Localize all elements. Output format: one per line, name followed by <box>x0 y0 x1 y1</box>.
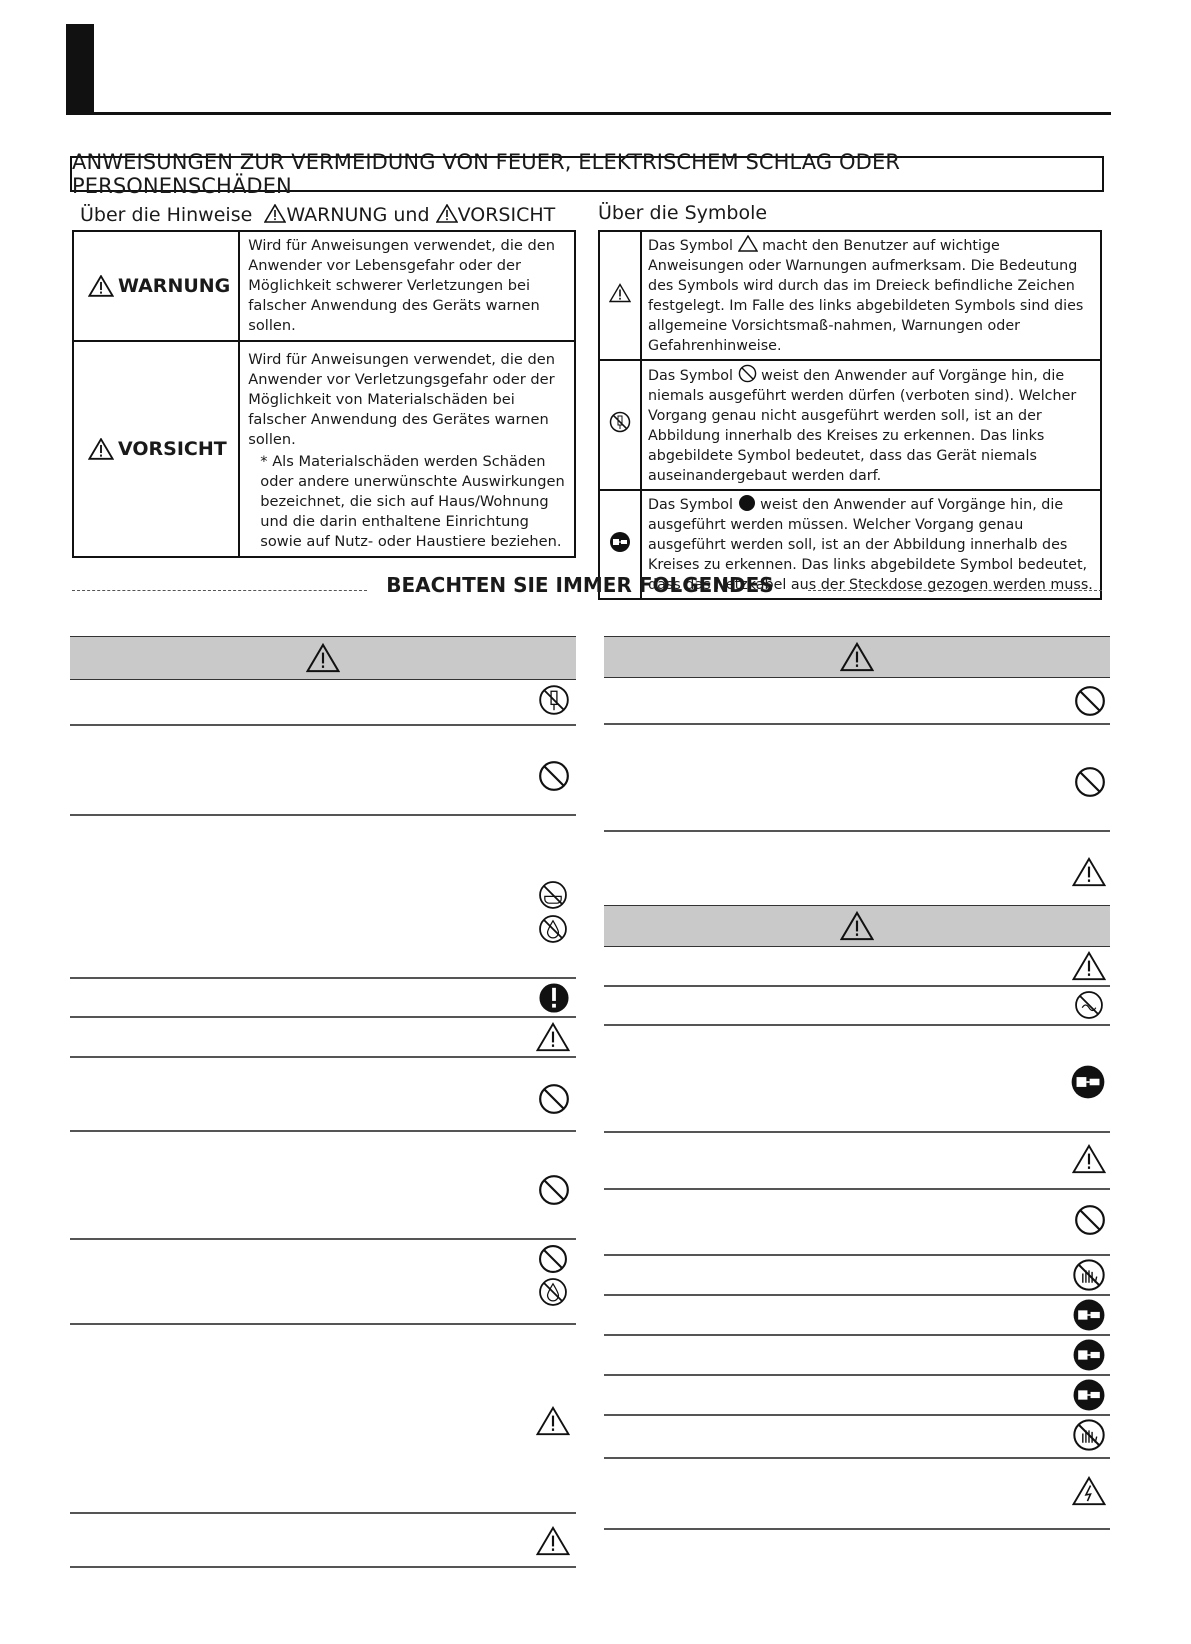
prohibited-icon <box>538 1244 568 1274</box>
no-wet-hands-icon <box>1072 1258 1106 1292</box>
prohibited-icon <box>538 1174 570 1206</box>
row-divider <box>604 723 1110 725</box>
mandatory-action-icon <box>538 982 570 1014</box>
unplug-icon <box>609 531 631 553</box>
warnung-label: WARNUNG <box>82 275 230 297</box>
unplug-icon <box>1072 1378 1106 1412</box>
prohibited-icon <box>1074 1204 1106 1236</box>
symbols-table <box>598 230 1102 600</box>
no-water-icon <box>538 1277 568 1307</box>
vorsicht-label: VORSICHT <box>82 438 230 460</box>
row-divider <box>70 1566 576 1568</box>
caution-icon <box>536 1526 570 1556</box>
no-disassembly-icon <box>609 411 631 433</box>
caution-icon <box>1072 1144 1106 1174</box>
main-title: ANWEISUNGEN ZUR VERMEIDUNG VON FEUER, ELEKTRISCHEM SCHLAG ODER PERSONENSCHÄDEN <box>70 156 1104 192</box>
row-divider <box>604 1414 1110 1416</box>
right-warning-header <box>604 636 1110 678</box>
row-divider <box>604 1334 1110 1336</box>
warning-triangle-icon <box>840 642 874 672</box>
row-divider <box>604 1294 1110 1296</box>
row-divider <box>70 1130 576 1132</box>
symbols-row-mandatory: Das Symbol weist den Anwender auf Vorgänge hin, die ausgeführt werden müssen. Welcher Vorgang genau ausgeführt werden soll, ist an der Abbildung innerhalb des Kreises zu erkennen. Das links abgebildete Symbol bedeutet, dass das Netzkabel aus der Steckdose gezogen werden muss. <box>599 490 1101 599</box>
caution-icon <box>536 1022 570 1052</box>
vorsicht-text: Wird für Anweisungen verwendet, die den Anwender vor Verletzungsgefahr oder der Möglichkeit von Materialschäden bei falscher Anwendung des Gerätes warnen sollen. <box>248 351 555 448</box>
caution-icon <box>1072 857 1106 887</box>
prohibited-icon <box>1074 766 1106 798</box>
top-rule <box>66 112 1111 115</box>
row-divider <box>70 1323 576 1325</box>
caution-icon <box>1072 951 1106 981</box>
no-water-icon <box>538 914 568 944</box>
warning-triangle-icon <box>840 911 874 941</box>
chapter-tab-marker <box>66 24 94 114</box>
warnung-text: Wird für Anweisungen verwendet, die den Anwender vor Lebensgefahr oder der Möglichkeit schwerer Verletzungen bei falscher Anwendung des Geräts warnen sollen. <box>239 231 575 341</box>
filled-circle-icon <box>738 494 756 512</box>
prohibited-icon <box>538 1083 570 1115</box>
warning-triangle-icon <box>88 438 114 460</box>
right-caution-header <box>604 905 1110 947</box>
no-disassembly-icon <box>538 684 570 716</box>
row-divider <box>604 1374 1110 1376</box>
always-heading: BEACHTEN SIE IMMER FOLGENDES <box>386 573 774 597</box>
electric-shock-icon <box>1072 1476 1106 1506</box>
dashed-divider-right <box>808 590 1102 591</box>
hints-row-vorsicht <box>73 341 575 557</box>
symbols-row-prohibited: Das Symbol weist den Anwender auf Vorgänge hin, die niemals ausgeführt werden dürfen (verboten sind). Welcher Vorgang genau nicht ausgeführt werden soll, ist an der Abbildung innerhalb des Kreises zu erkennen. Das links abgebildete Symbol bedeutet, dass das Gerät niemals auseinandergebaut werden darf. <box>599 360 1101 490</box>
row-divider <box>70 724 576 726</box>
caution-symbol-icon <box>609 283 631 303</box>
triangle-outline-icon <box>738 235 758 252</box>
row-divider <box>70 814 576 816</box>
left-warning-header <box>70 636 576 680</box>
row-divider <box>604 1131 1110 1133</box>
row-divider <box>70 1238 576 1240</box>
about-hints-heading: Über die Hinweise WARNUNG und VORSICHT <box>80 204 556 226</box>
row-divider <box>604 985 1110 987</box>
row-divider <box>70 1056 576 1058</box>
row-divider <box>604 830 1110 832</box>
vorsicht-note: * Als Materialschäden werden Schäden oder andere unerwünschte Auswirkungen bezeichnet, die sich auf Haus/Wohnung und die darin enthaltene Einrichtung sowie auf Nutz- oder Haustiere beziehen. <box>260 453 565 550</box>
prohibited-icon <box>538 760 570 792</box>
row-divider <box>70 1016 576 1018</box>
row-divider <box>604 1024 1110 1026</box>
about-symbols-heading: Über die Symbole <box>598 202 768 224</box>
unplug-icon <box>1072 1338 1106 1372</box>
row-divider <box>604 1457 1110 1459</box>
no-heat-icon <box>1074 990 1104 1020</box>
row-divider <box>604 1254 1110 1256</box>
hints-table <box>72 230 576 558</box>
warning-triangle-icon <box>264 204 286 223</box>
row-divider <box>70 1512 576 1514</box>
no-wet-hands-icon <box>1072 1418 1106 1452</box>
row-divider <box>604 1188 1110 1190</box>
unplug-icon <box>1070 1064 1106 1100</box>
unplug-icon <box>1072 1298 1106 1332</box>
row-divider <box>70 977 576 979</box>
hints-row-warnung <box>73 231 575 341</box>
no-bathroom-use-icon <box>538 880 568 910</box>
prohibited-circle-icon <box>738 364 757 383</box>
symbols-row-caution: Das Symbol macht den Benutzer auf wichtige Anweisungen oder Warnungen aufmerksam. Die Bedeutung des Symbols wird durch das im Dreieck befindliche Zeichen festgelegt. Im Falle des links abgebildeten Symbols sind dies allgemeine Vorsichtsmaß-nahmen, Warnungen oder Gefahrenhinweise. <box>599 231 1101 360</box>
warning-triangle-icon <box>88 275 114 297</box>
warning-triangle-icon <box>436 204 458 223</box>
dashed-divider-left <box>72 590 367 591</box>
caution-icon <box>536 1406 570 1436</box>
warning-triangle-icon <box>306 643 340 673</box>
row-divider <box>604 1528 1110 1530</box>
prohibited-icon <box>1074 685 1106 717</box>
